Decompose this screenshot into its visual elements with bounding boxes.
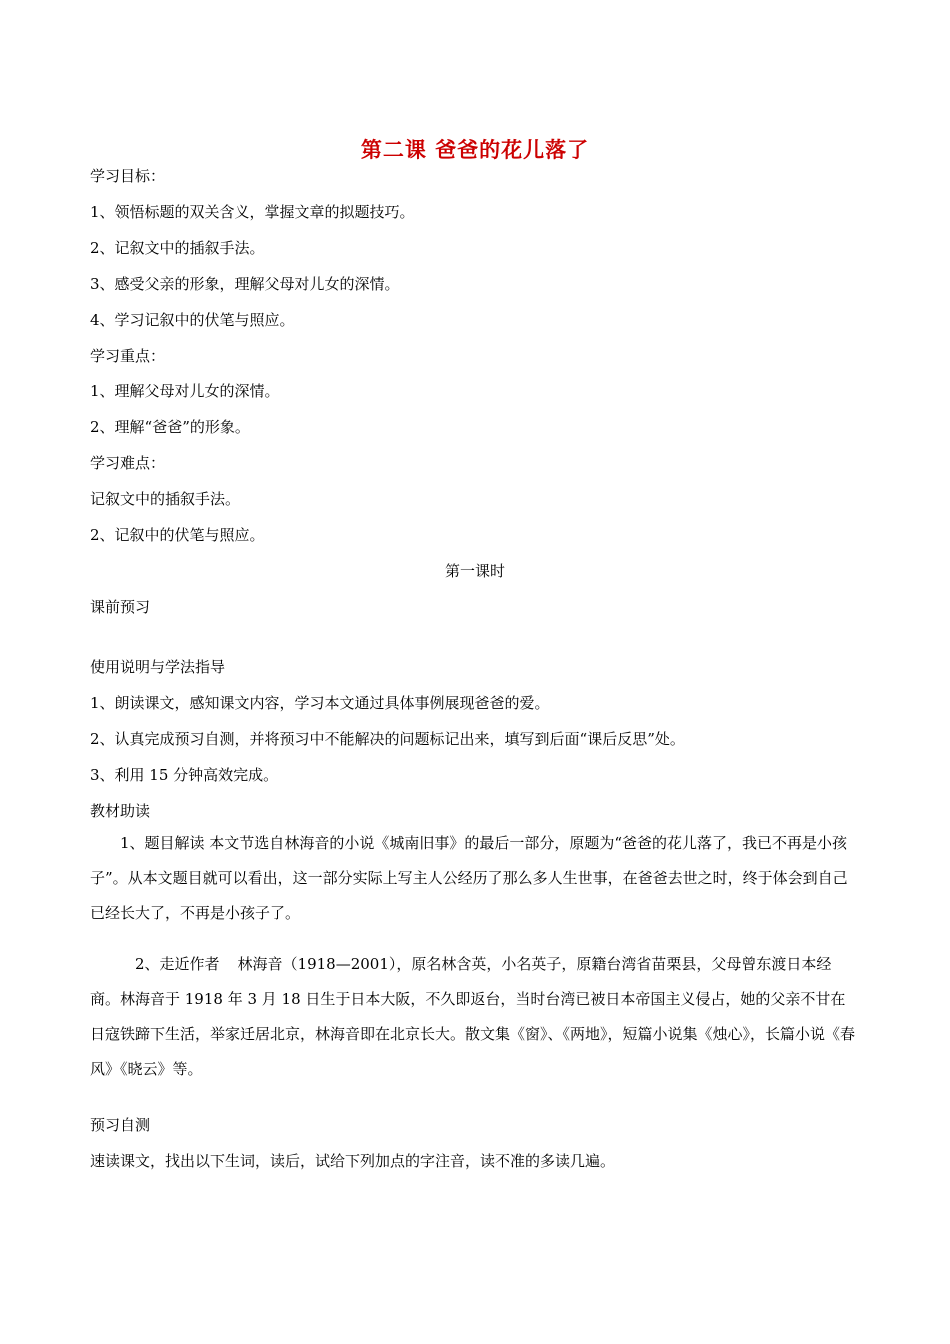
title-interpretation-paragraph: 1、题目解读 本文节选自林海音的小说《城南旧事》的最后一部分，原题为“爸爸的花儿落了，我已不再是小孩子”。从本文题目就可以看出，这一部分实际上写主人公经历了那么多人生世事，在爸爸去世之时，终于体会到自己已经长大了，不再是小孩子了。 (90, 834, 848, 922)
key-point-item-2: 2、理解“爸爸”的形象。 (90, 418, 250, 436)
difficulty-item-2: 2、记叙中的伏笔与照应。 (90, 526, 265, 544)
objective-item-2: 2、记叙文中的插叙手法。 (90, 239, 265, 257)
reading-aid-heading: 教材助读 (90, 802, 151, 820)
key-point-item-1: 1、理解父母对儿女的深情。 (90, 382, 280, 400)
self-test-heading: 预习自测 (90, 1116, 151, 1134)
author-paragraph (90, 947, 860, 1087)
session-title: 第一课时 (444, 562, 505, 580)
preview-heading: 课前预习 (90, 598, 151, 616)
difficulty-item-1: 记叙文中的插叙手法。 (90, 490, 241, 508)
lesson-title: 第二课 爸爸的花儿落了 (360, 138, 590, 162)
self-test-instruction: 速读课文，找出以下生词，读后，试给下列加点的字注音，读不准的多读几遍。 (90, 1152, 616, 1170)
author-paragraph-label: 2、走近作者 (135, 955, 220, 973)
instruction-item-2: 2、认真完成预习自测，并将预习中不能解决的问题标记出来，填写到后面“课后反思”处。 (90, 730, 685, 748)
objectives-heading: 学习目标： (90, 167, 166, 185)
objective-item-4: 4、学习记叙中的伏笔与照应。 (90, 311, 295, 329)
instructions-heading: 使用说明与学法指导 (90, 658, 226, 676)
instruction-item-1: 1、朗读课文，感知课文内容，学习本文通过具体事例展现爸爸的爱。 (90, 694, 550, 712)
objective-item-1: 1、领悟标题的双关含义，掌握文章的拟题技巧。 (90, 203, 415, 221)
difficulties-heading: 学习难点： (90, 454, 166, 472)
author-paragraph-text: 林海音（1918—2001），原名林含英，小名英子，原籍台湾省苗栗县，父母曾东渡日本经商。林海音于 1918 年 3 月 18 日生于日本大阪，不久即返台，当时台湾已被日本帝国主义侵占，她的父亲不甘在日寇铁蹄下生活，举家迁居北京，林海音即在北京长大。散文集《窗》、《两地》，短篇小说集《烛心》，长篇小说《春风》《晓云》等。 (90, 955, 856, 1078)
objective-item-3: 3、感受父亲的形象，理解父母对儿女的深情。 (90, 275, 400, 293)
key-points-heading: 学习重点： (90, 347, 166, 365)
instruction-item-3: 3、利用 15 分钟高效完成。 (90, 766, 279, 784)
